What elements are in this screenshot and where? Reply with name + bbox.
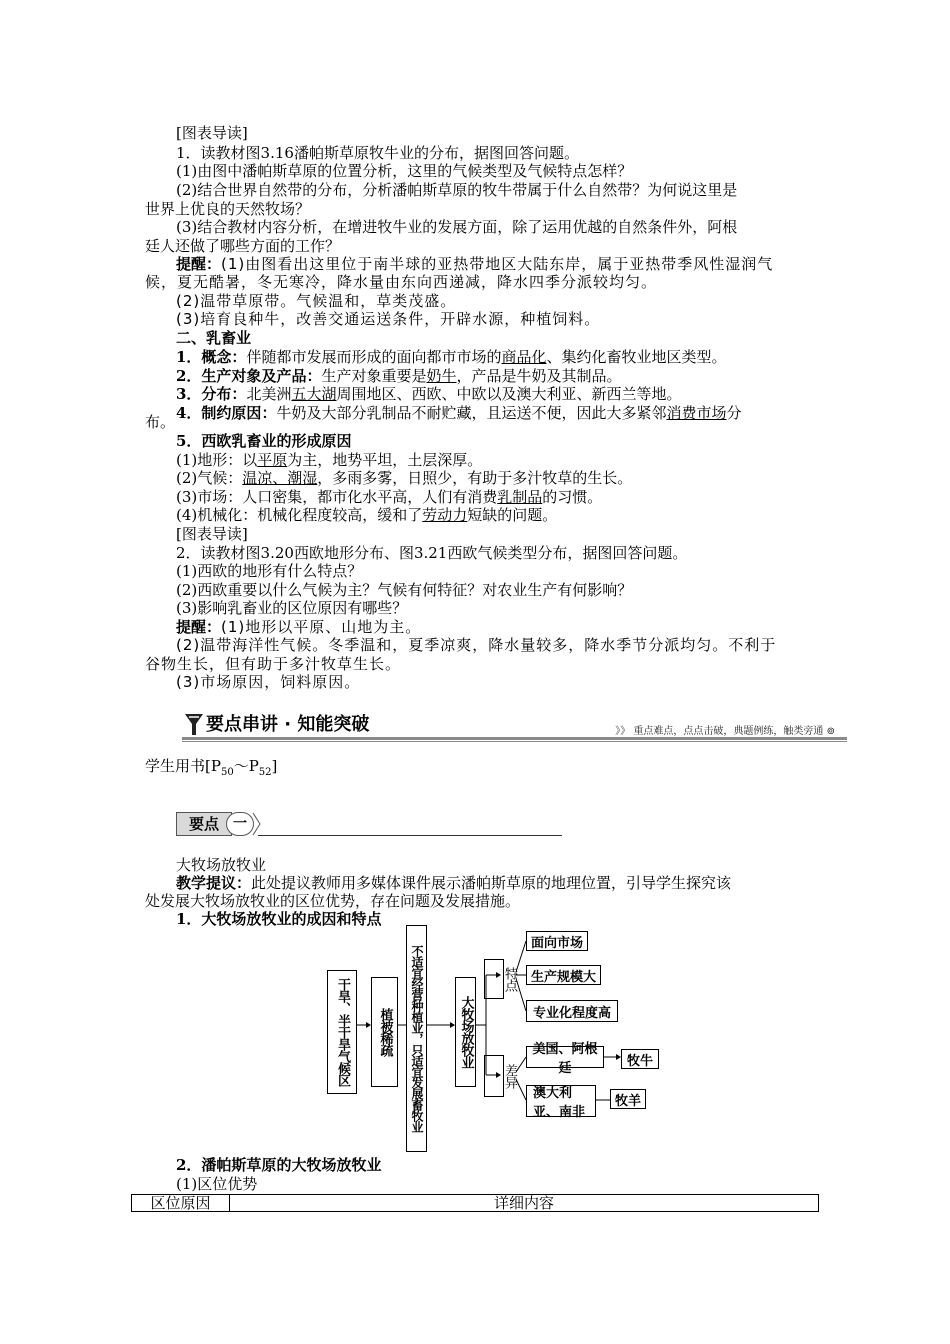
item-text: 牛奶及大部分乳制品不耐贮藏，且运送不便，因此大多紧邻 [276,404,667,422]
question-line: (3)结合教材内容分析，在增进牧牛业的发展方面，除了运用优越的自然条件外，阿根 [176,218,738,236]
node-sparse-vegetation: 植被稀疏 [371,977,398,1087]
subheading: 2．潘帕斯草原的大牧场放牧业 [176,1156,382,1174]
teaching-tip [176,874,731,893]
location-factor-table [131,1194,819,1212]
item-text: 短缺的问题。 [467,506,558,524]
features-frame [484,959,504,999]
hint-line: (2)温带海洋性气候。冬季温和，夏季凉爽，降水量较多，降水季节分派均匀。不利于 [176,636,777,654]
question-line: (2)结合世界自然带的分布，分析潘帕斯草原的牧牛带属于什么自然带？为何说这里是 [176,181,738,199]
table-header-row [132,1195,819,1212]
item-text: (4)机械化：机械化程度较高，缓和了 [176,506,423,524]
item-text: 伴随都市发展而形成的面向都市市场的 [246,348,502,366]
product-sheep: 牧羊 [610,1089,646,1109]
item-label: 2．生产对象及产品： [176,367,322,385]
feature-market: 面向市场 [526,931,588,951]
factor-line [176,469,632,488]
teaching-tip-cont: 处发展大牧场放牧业的区位优势，存在问题及发展措施。 [145,892,521,910]
question-line: (1)西欧的地形有什么特点？ [176,562,363,580]
key-point-number: 一 [226,812,254,836]
question-line: 世界上优良的天然牧场？ [145,200,311,218]
question-line: (3)影响乳畜业的区位原因有哪些？ [176,599,408,617]
banner-rule-thin [182,741,847,742]
item-text: 的习惯。 [542,488,603,506]
item-label: 1．概念： [176,348,247,366]
hint-label: 提醒： [176,255,222,273]
constraint-line [176,404,742,423]
ref-page-end: 52 [258,767,272,778]
distribution-line [176,385,681,404]
node-farming-limit: 不适宜经营种植业，只适宜发展畜牧业 [406,925,427,1152]
product-cattle: 牧牛 [621,1049,659,1069]
key-point-label: 要点 [176,812,232,836]
item-text: 为主，地势平坦，土层深厚。 [287,451,483,469]
factor-line [176,488,602,507]
concept-line [176,348,726,367]
hint-label: 提醒： [176,618,222,636]
underlined-answer: 奶牛 [426,367,457,385]
factors-heading: 5．西欧乳畜业的形成原因 [176,432,352,450]
chevron-right-icon [252,812,262,836]
region-australia-south-africa: 澳大利亚、南非 [526,1085,596,1117]
section-label: [图表导读] [176,124,248,142]
question-line: 1．读教材图3.16潘帕斯草原牧牛业的分布，据图回答问题。 [176,144,579,162]
section-banner [182,713,847,745]
node-arid-climate: 干旱、半干旱气候区 [327,970,357,1094]
section-label: [图表导读] [176,525,248,543]
item-text: (2)气候： [176,469,243,487]
banner-rule [182,737,847,740]
question-line: (2)西欧重要以什么气候为主？气候有何特征？对农业生产有何影响？ [176,581,633,599]
key-point-rule [258,835,562,836]
item-text: 周围地区、西欧、中欧以及澳大利亚、新西兰等地。 [336,385,682,403]
product-line [176,367,622,386]
item-text: 生产对象重要是 [321,367,427,385]
constraint-line-cont: 布。 [145,413,176,431]
underlined-answer: 温凉、潮湿 [242,469,318,487]
item-text: (3)市场：人口密集，都市化水平高，人们有消费 [176,488,498,506]
underlined-answer: 平原 [257,451,288,469]
item-label: 4．制约原因： [176,404,277,422]
hint-text: (1)地形以平原、山地为主。 [221,618,422,636]
topic-title: 大牧场放牧业 [176,856,267,874]
feature-scale: 生产规模大 [526,965,601,985]
underlined-answer: 商品化 [501,348,547,366]
banner-tagline: 》》 重点难点，点点击破，典题例练，触类旁通 ⊚ [615,726,835,737]
banner-title: 要点串讲 · 知能突破 [206,714,370,735]
key-point-tag [176,812,562,838]
node-features: 特点 [502,959,516,999]
sub-subheading: (1)区位优势 [176,1175,258,1193]
tip-text: 此处提议教师用多媒体课件展示潘帕斯草原的地理位置，引导学生探究该 [251,874,732,892]
underlined-answer: 乳制品 [497,488,543,506]
subheading: 1．大牧场放牧业的成因和特点 [176,910,382,928]
funnel-logo-icon [184,713,204,737]
item-text: ，多雨多雾，日照少，有助于多汁牧草的生长。 [317,469,633,487]
hint-line: 谷物生长，但有助于多汁牧草生长。 [145,655,402,673]
underlined-answer: 五大湖 [291,385,337,403]
hint-line: (2)温带草原带。气候温和，草类茂盛。 [176,292,457,310]
node-ranching: 大牧场放牧业 [455,977,476,1087]
item-text: ，产品是牛奶及其制品。 [456,367,622,385]
item-label: 3．分布： [176,385,247,403]
hint-line [176,255,773,274]
question-line: 2．读教材图3.20西欧地形分布、图3.21西欧气候类型分布，据图回答问题。 [176,544,688,562]
hint-line [176,618,421,637]
underlined-answer: 劳动力 [422,506,468,524]
factor-line [176,451,482,470]
ref-text: ～P [233,757,259,775]
node-differences: 差异 [502,1055,516,1097]
hint-line: (3)培育良种牛，改善交通运送条件，开辟水源，种植饲料。 [176,310,601,328]
item-text: 、集约化畜牧业地区类型。 [546,348,727,366]
region-us-argentina: 美国、阿根廷 [526,1046,604,1068]
header-cell: 区位原因 [132,1195,230,1212]
item-text: 分 [726,404,742,422]
feature-specialization: 专业化程度高 [526,1000,618,1022]
ref-text: 学生用书[P [145,757,221,775]
question-line: (1)由图中潘帕斯草原的位置分析，这里的气候类型及气候特点怎样？ [176,162,633,180]
factor-line [176,506,557,525]
underlined-answer: 消费市场 [666,404,727,422]
tip-label: 教学提议： [176,874,252,892]
hint-line: (3)市场原因，饲料原因。 [176,673,361,691]
header-cell: 详细内容 [230,1195,819,1212]
differences-frame [484,1055,504,1097]
item-text: 北美洲 [246,385,292,403]
book-reference [145,757,277,776]
question-line: 廷人还做了哪些方面的工作？ [145,237,341,255]
section-heading: 二、乳畜业 [176,329,252,347]
item-text: (1)地形：以 [176,451,258,469]
hint-text: (1)由图看出这里位于南半球的亚热带地区大陆东岸，属于亚热带季风性湿润气 [221,255,774,273]
hint-line: 候，夏无酷暑，冬无寒冷，降水量由东向西递减，降水四季分派较均匀。 [145,273,658,291]
ref-page-start: 50 [220,767,234,778]
ref-text: ] [271,757,278,775]
